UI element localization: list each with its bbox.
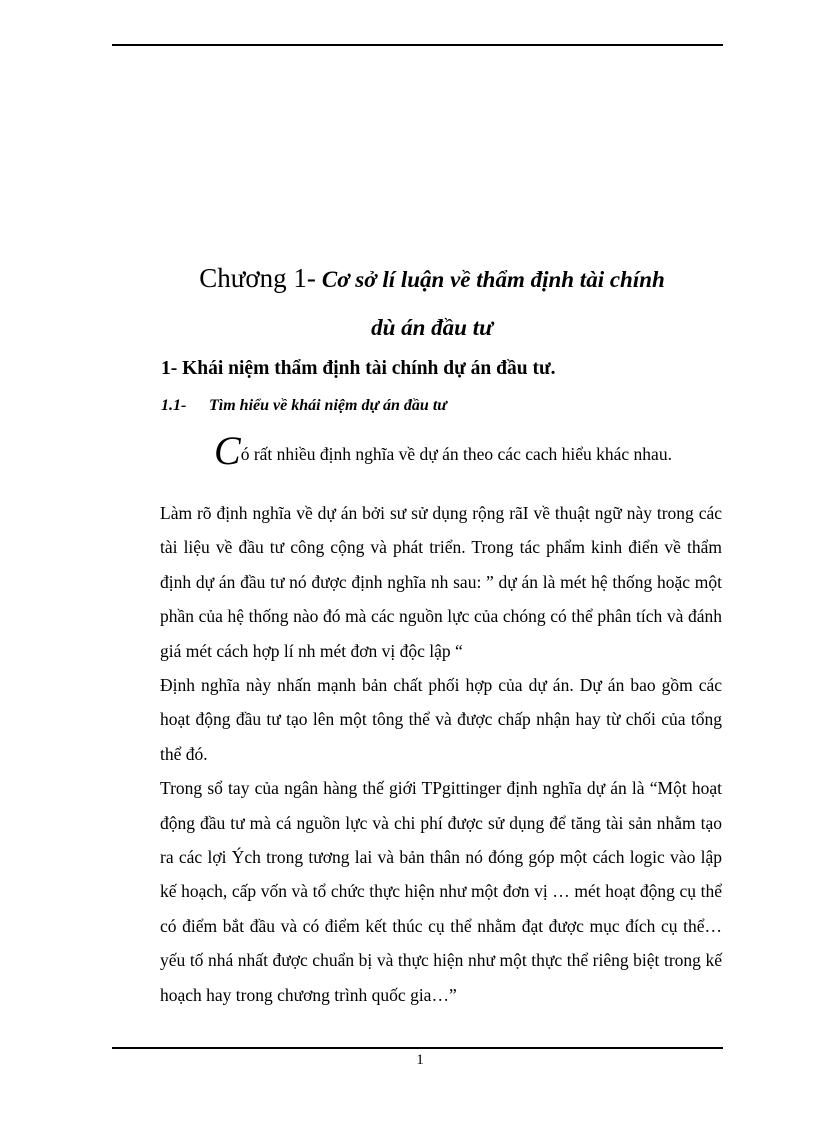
- chapter-title-line1: Cơ sở lí luận về thẩm định tài chính: [321, 267, 665, 292]
- paragraph-world-bank: Trong sổ tay của ngân hàng thế giới TPgittinger định nghĩa dự án là “Một hoạt động đầu tư mà cá nguồn lực và chi phí được sử dụng để tăng tài sản nhằm tạo ra các lợi Ých trong tương lai và bản thân nó đóng góp một cách logic vào lập kế hoạch, cấp vốn và tổ chức thực hiện như một đơn vị … mét hoạt động cụ thể có điểm bắt đầu và có điểm kết thúc cụ thể nhằm đạt được mục đích cụ thể… yếu tố nhá nhất được chuẩn bị và thực hiện như một thực thể riêng biệt trong kế hoạch hay trong chương trình quốc gia…”: [160, 778, 722, 1005]
- body-text: [160, 496, 722, 1012]
- chapter-title: [0, 258, 816, 348]
- chapter-prefix: Chương 1-: [199, 263, 316, 293]
- subsection-number: 1.1-: [161, 397, 187, 414]
- first-paragraph-text: ó rất nhiều định nghĩa về dự án theo các cach hiểu khác nhau.: [240, 444, 672, 464]
- page-number: 1: [416, 1052, 424, 1068]
- subsection-heading: [161, 397, 447, 415]
- first-paragraph: [214, 428, 724, 473]
- paragraph-emphasis: Định nghĩa này nhấn mạnh bản chất phối hợp của dự án. Dự án bao gồm các hoạt động đầu tư tạo lên một tông thể và được chấp nhận hay từ chối của tổng thể đó.: [160, 675, 722, 764]
- chapter-title-line2: dù án đầu tư: [371, 315, 493, 340]
- footer-rule: [112, 1047, 723, 1049]
- section-heading: 1- Khái niệm thẩm định tài chính dự án đầu tư.: [161, 358, 556, 379]
- paragraph-definition: Làm rõ định nghĩa về dự án bởi sư sử dụng rộng rãI về thuật ngữ này trong các tài liệu về đầu tư công cộng và phát triển. Trong tác phẩm kinh điển về thẩm định dự án đầu tư nó được định nghĩa nh sau: ” dự án là mét hệ thống hoặc một phần của hệ thống nào đó mà các nguồn lực của chóng có thể phân tích và đánh giá mét cách hợp lí nh mét đơn vị độc lập “: [160, 503, 722, 661]
- header-rule: [112, 44, 723, 46]
- subsection-title: Tìm hiểu về khái niệm dự án đầu tư: [209, 397, 447, 414]
- drop-cap: C: [214, 428, 241, 473]
